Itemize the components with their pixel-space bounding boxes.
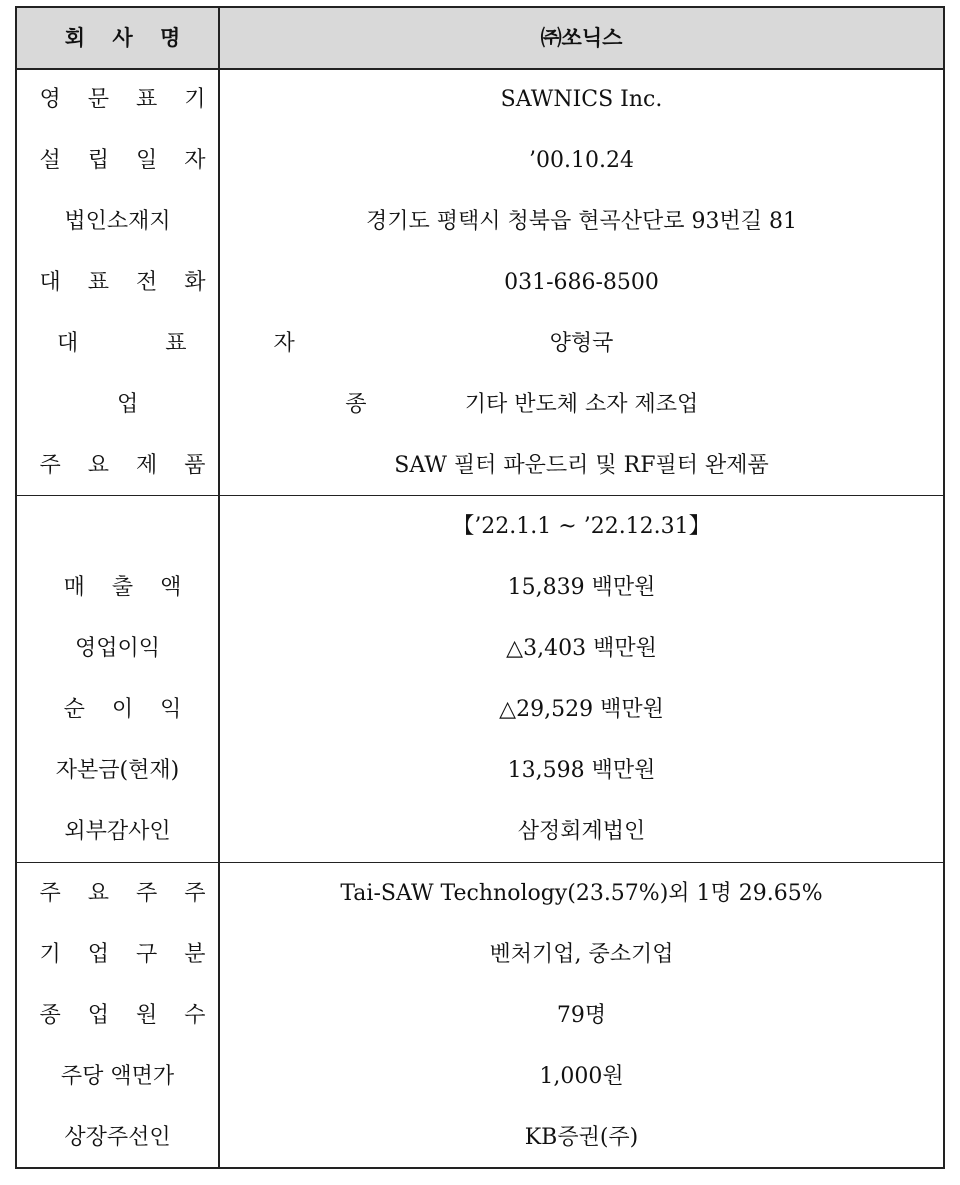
value-operating-profit: △3,403 백만원 xyxy=(506,636,657,661)
value-phone: 031-686-8500 xyxy=(504,270,659,295)
label-auditor: 외부감사인 xyxy=(64,819,171,844)
value-founded-date: ’00.10.24 xyxy=(529,148,634,173)
value-ceo: 양형국 xyxy=(549,331,614,356)
value-revenue: 15,839 백만원 xyxy=(507,575,656,600)
value-major-shareholders: Tai-SAW Technology(23.57%)외 1명 29.65% xyxy=(340,881,823,906)
value-employees: 79명 xyxy=(556,1003,607,1028)
header-value: ㈜쏘닉스 xyxy=(540,25,623,50)
section-divider-2 xyxy=(17,862,943,863)
label-address: 법인소재지 xyxy=(64,209,171,234)
label-main-products: 주 요 제 품 xyxy=(39,453,216,478)
label-operating-profit: 영업이익 xyxy=(74,636,160,661)
company-info-table xyxy=(15,6,945,1169)
label-phone: 대 표 전 화 xyxy=(39,270,216,295)
value-company-type: 벤처기업, 중소기업 xyxy=(489,942,674,967)
label-industry: 업 종 xyxy=(117,392,467,417)
label-company-type: 기 업 구 분 xyxy=(39,942,216,967)
label-employees: 종 업 원 수 xyxy=(39,1003,216,1028)
label-ceo: 대 표 자 xyxy=(57,331,335,356)
label-underwriter: 상장주선인 xyxy=(64,1125,171,1150)
label-english-name: 영 문 표 기 xyxy=(39,87,216,112)
label-founded-date: 설 립 일 자 xyxy=(39,148,216,173)
label-revenue: 매 출 액 xyxy=(63,575,192,600)
header-label: 회 사 명 xyxy=(64,25,191,50)
value-par-value: 1,000원 xyxy=(539,1064,624,1089)
value-net-income: △29,529 백만원 xyxy=(499,697,664,722)
value-address: 경기도 평택시 청북읍 현곡산단로 93번길 81 xyxy=(366,209,797,234)
section-divider-1 xyxy=(17,495,943,496)
value-underwriter: KB증권(주) xyxy=(524,1125,639,1150)
label-net-income: 순 이 익 xyxy=(63,697,192,722)
label-major-shareholders: 주 요 주 주 xyxy=(39,881,216,906)
value-auditor: 삼정회계법인 xyxy=(517,819,646,844)
label-par-value: 주당 액면가 xyxy=(60,1064,175,1089)
value-fiscal-period: 【’22.1.1 ~ ’22.12.31】 xyxy=(452,514,711,539)
value-main-products: SAW 필터 파운드리 및 RF필터 완제품 xyxy=(394,453,769,478)
value-english-name: SAWNICS Inc. xyxy=(500,87,663,112)
value-industry: 기타 반도체 소자 제조업 xyxy=(464,392,699,417)
value-capital: 13,598 백만원 xyxy=(507,758,656,783)
label-capital: 자본금(현재) xyxy=(55,758,180,783)
